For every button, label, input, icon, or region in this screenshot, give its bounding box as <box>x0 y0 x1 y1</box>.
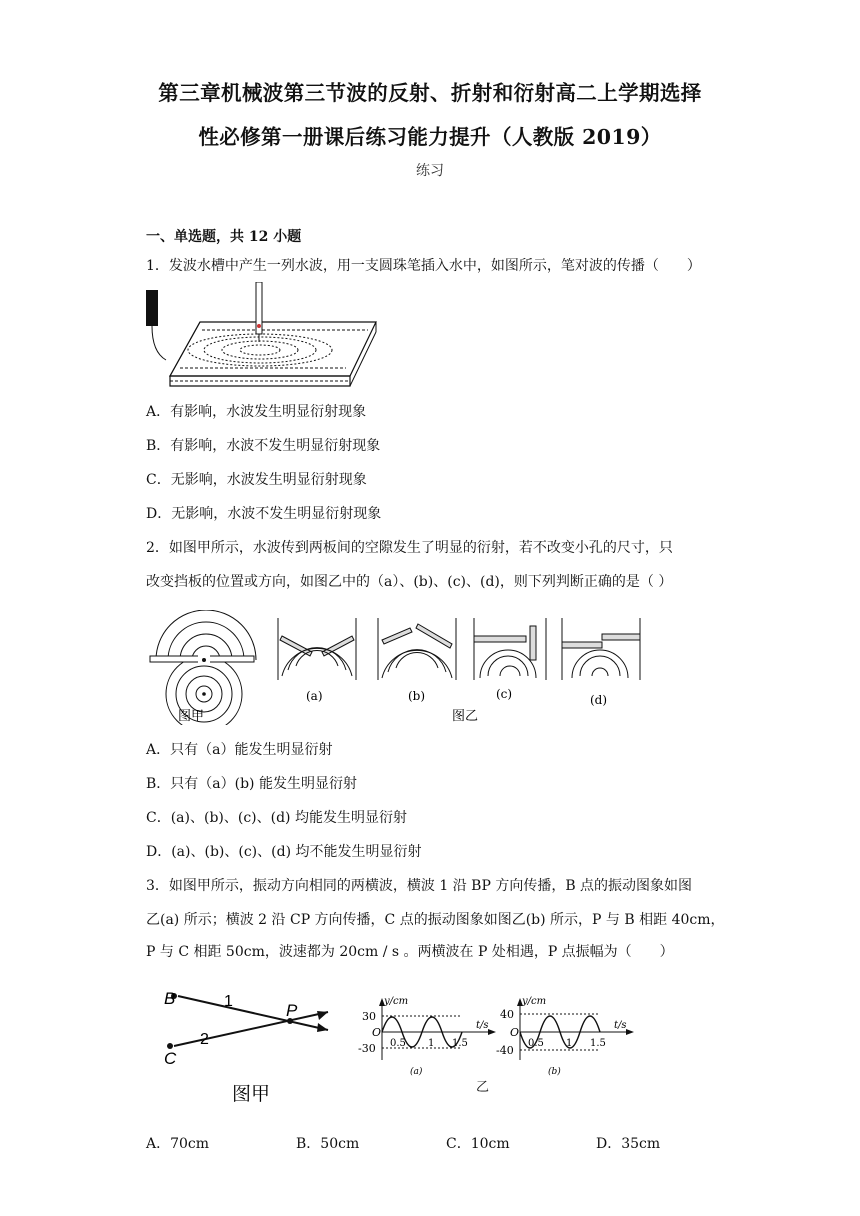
q1-option-b[interactable]: B．有影响，水波不发生明显衍射现象 <box>146 438 381 454</box>
t-tick-3: 1.5 <box>452 1038 468 1049</box>
q1-option-a[interactable]: A．有影响，水波发生明显衍射现象 <box>146 404 367 420</box>
fig-d-label: (d) <box>590 693 608 707</box>
t-tick-1: 0.5 <box>528 1038 544 1049</box>
page-title-line-2: 性必修第一册课后练习能力提升（人教版 2019） <box>198 125 662 149</box>
t-axis-unit: t/s <box>476 1020 489 1031</box>
q1-stem: 1．发波水槽中产生一列水波，用一支圆珠笔插入水中，如图所示，笔对波的传播（ ） <box>146 258 701 274</box>
q3-stem-line-3: P 与 C 相距 50cm，波速都为 20cm / s 。两横波在 P 处相遇，P 点振幅为（ ） <box>146 944 674 960</box>
point-c-label: C <box>164 1049 177 1068</box>
t-tick-3: 1.5 <box>590 1038 606 1049</box>
origin-label: O <box>510 1026 520 1039</box>
q1-ripple-tank-figure <box>140 282 380 392</box>
fig-yi-label: 乙 <box>476 1079 490 1094</box>
q2-option-a[interactable]: A．只有（a）能发生明显衍射 <box>146 742 333 758</box>
fig-a-label: (a) <box>306 689 323 703</box>
wave-1-label: 1 <box>224 993 233 1010</box>
q3-stem-line-2: 乙(a) 所示；横波 2 沿 CP 方向传播，C 点的振动图象如图乙(b) 所示，P 与 B 相距 40cm， <box>146 912 725 928</box>
q3-stem-line-1: 3．如图甲所示，振动方向相同的两横波，横波 1 沿 BP 方向传播，B 点的振动图象如图 <box>146 878 693 894</box>
q2-option-c[interactable]: C．(a)、(b)、(c)、(d) 均能发生明显衍射 <box>146 810 407 826</box>
graph-a-label: (a) <box>410 1067 423 1077</box>
b-max-tick: 40 <box>500 1008 514 1021</box>
a-min-tick: -30 <box>358 1042 376 1055</box>
q2-diffraction-figure <box>146 610 656 725</box>
q3-option-b[interactable]: B．50cm <box>296 1136 360 1152</box>
graph-b-label: (b) <box>548 1067 561 1077</box>
y-axis-unit: y/cm <box>522 996 547 1007</box>
origin-label: O <box>372 1026 382 1039</box>
fig-yi-label: 图乙 <box>452 708 479 723</box>
a-max-tick: 30 <box>362 1010 376 1023</box>
fig-jia-label: 图甲 <box>178 708 205 723</box>
point-b-label: B <box>164 989 176 1008</box>
wave-2-label: 2 <box>200 1031 209 1048</box>
y-axis-unit: y/cm <box>384 996 409 1007</box>
q2-option-b[interactable]: B．只有（a）(b) 能发生明显衍射 <box>146 776 357 792</box>
q3-vibration-graph-a <box>352 994 497 1084</box>
b-min-tick: -40 <box>496 1044 514 1057</box>
q2-stem-line-2: 改变挡板的位置或方向，如图乙中的（a）、(b)、(c)、(d)，则下列判断正确的是（ ） <box>146 574 673 590</box>
vibrator-icon <box>146 290 158 326</box>
q3-wave-paths-figure <box>160 982 350 1112</box>
q3-option-d[interactable]: D．35cm <box>596 1136 661 1152</box>
t-tick-2: 1 <box>428 1038 435 1049</box>
t-tick-2: 1 <box>566 1038 573 1049</box>
fig-b-label: (b) <box>408 689 426 703</box>
page-subtitle: 练习 <box>416 163 444 179</box>
q2-stem-line-1: 2．如图甲所示，水波传到两板间的空隙发生了明显的衍射，若不改变小孔的尺寸，只 <box>146 540 673 556</box>
page-title-line-1: 第三章机械波第三节波的反射、折射和衍射高二上学期选择 <box>158 81 702 105</box>
fig-c-label: (c) <box>496 687 513 701</box>
q1-option-c[interactable]: C．无影响，水波发生明显衍射现象 <box>146 472 367 488</box>
q3-vibration-graph-b <box>490 994 635 1084</box>
fig-jia-label: 图甲 <box>232 1084 271 1105</box>
q3-option-c[interactable]: C．10cm <box>446 1136 510 1152</box>
q3-option-a[interactable]: A．70cm <box>146 1136 210 1152</box>
q2-option-d[interactable]: D．(a)、(b)、(c)、(d) 均不能发生明显衍射 <box>146 844 422 860</box>
t-tick-1: 0.5 <box>390 1038 406 1049</box>
section-heading: 一、单选题，共 12 小题 <box>146 229 302 245</box>
t-axis-unit: t/s <box>614 1020 627 1031</box>
q1-option-d[interactable]: D．无影响，水波不发生明显衍射现象 <box>146 506 382 522</box>
point-p-label: P <box>286 1001 298 1020</box>
